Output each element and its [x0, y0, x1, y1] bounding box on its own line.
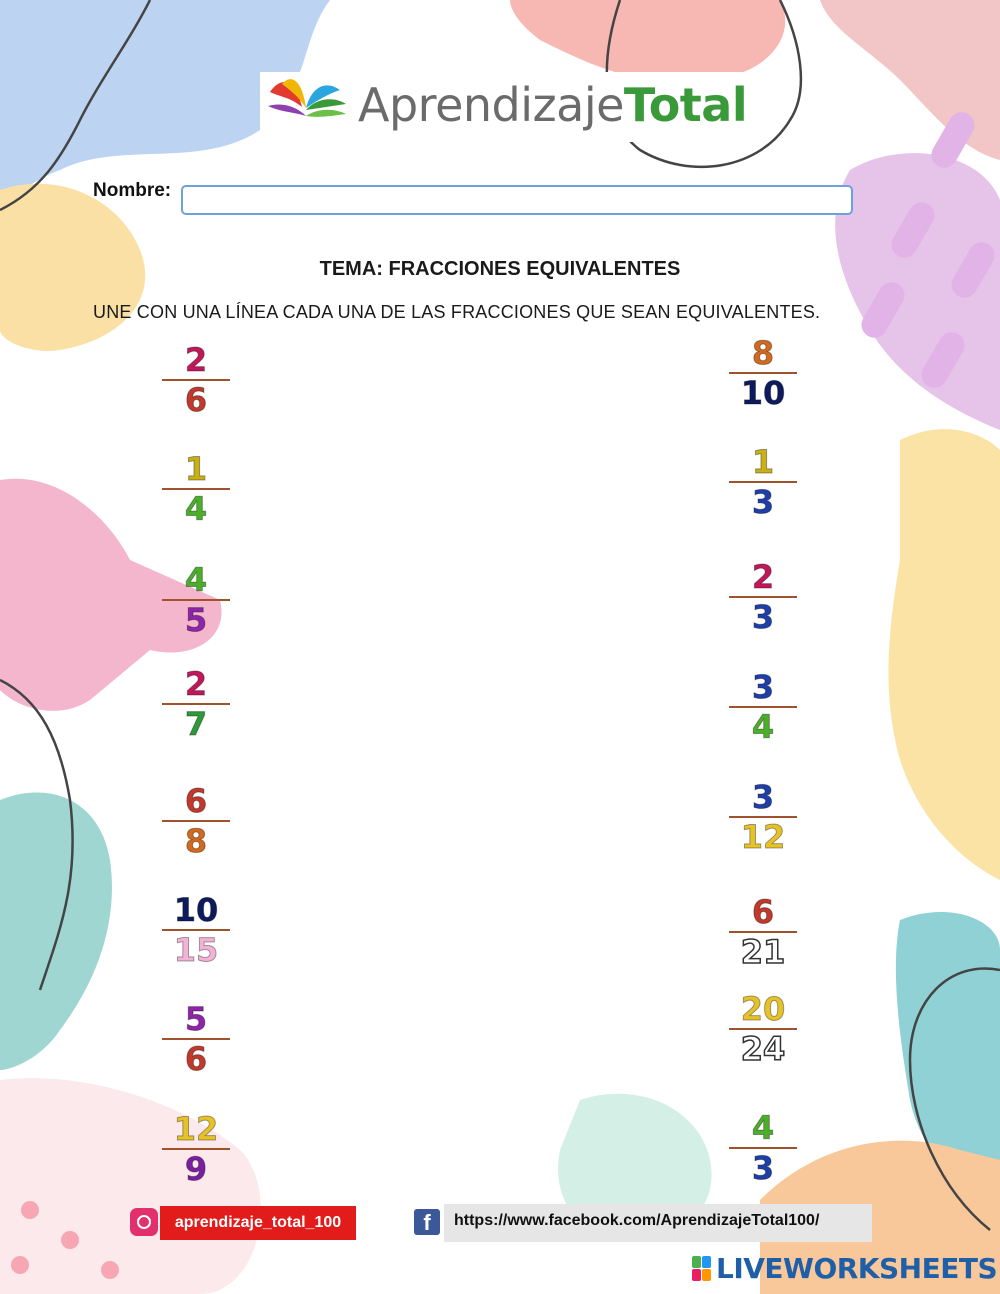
- denominator: 3: [751, 483, 775, 521]
- denominator: 24: [740, 1030, 786, 1068]
- topic-heading: TEMA: FRACCIONES EQUIVALENTES: [319, 258, 681, 280]
- numerator: 4: [184, 561, 208, 599]
- aprendizaje-total-logo: [260, 72, 764, 142]
- fraction-left-4[interactable]: [156, 667, 236, 741]
- name-input[interactable]: [181, 185, 853, 215]
- denominator: 4: [184, 490, 208, 528]
- instagram-icon: [130, 1208, 158, 1236]
- fraction-left-5[interactable]: [156, 784, 236, 858]
- denominator: 6: [184, 1040, 208, 1078]
- logo-text-light: Aprendizaje: [358, 78, 624, 132]
- denominator: 21: [740, 933, 786, 971]
- numerator: 4: [751, 1109, 775, 1147]
- numerator: 3: [751, 668, 775, 706]
- numerator: 2: [751, 558, 775, 596]
- facebook-badge[interactable]: [414, 1204, 872, 1242]
- facebook-icon: f: [414, 1209, 440, 1235]
- fraction-right-4[interactable]: [723, 670, 803, 744]
- numerator: 6: [184, 782, 208, 820]
- logo-text-bold: Total: [623, 78, 748, 132]
- logo-wordmark: [358, 78, 747, 132]
- denominator: 8: [184, 822, 208, 860]
- fraction-right-8[interactable]: [723, 1111, 803, 1185]
- denominator: 15: [173, 931, 219, 969]
- instagram-badge[interactable]: [130, 1206, 356, 1240]
- denominator: 4: [751, 708, 775, 746]
- numerator: 12: [173, 1110, 219, 1148]
- denominator: 3: [751, 1149, 775, 1187]
- facebook-link[interactable]: https://www.facebook.com/AprendizajeTotal100/: [444, 1204, 872, 1242]
- fraction-right-2[interactable]: [723, 445, 803, 519]
- numerator: 2: [184, 665, 208, 703]
- fraction-left-2[interactable]: [156, 452, 236, 526]
- fraction-right-1[interactable]: [723, 336, 803, 410]
- fraction-left-1[interactable]: [156, 343, 236, 417]
- fraction-left-3[interactable]: [156, 563, 236, 637]
- numerator: 3: [751, 778, 775, 816]
- instagram-handle[interactable]: aprendizaje_total_100: [160, 1206, 356, 1240]
- fraction-left-7[interactable]: [156, 1002, 236, 1076]
- fraction-right-6[interactable]: [723, 895, 803, 969]
- denominator: 9: [184, 1150, 208, 1188]
- numerator: 20: [740, 990, 786, 1028]
- numerator: 8: [751, 334, 775, 372]
- numerator: 2: [184, 341, 208, 379]
- fraction-right-5[interactable]: [723, 780, 803, 854]
- denominator: 5: [184, 601, 208, 639]
- fraction-left-8[interactable]: [156, 1112, 236, 1186]
- liveworksheets-text: LIVEWORKSHEETS: [716, 1252, 998, 1285]
- numerator: 10: [173, 891, 219, 929]
- instruction-text: UNE CON UNA LÍNEA CADA UNA DE LAS FRACCIONES QUE SEAN EQUIVALENTES.: [93, 302, 821, 322]
- denominator: 12: [740, 818, 786, 856]
- book-icon: [260, 72, 350, 142]
- name-label: Nombre:: [93, 180, 172, 201]
- numerator: 1: [184, 450, 208, 488]
- denominator: 7: [184, 705, 208, 743]
- numerator: 5: [184, 1000, 208, 1038]
- denominator: 6: [184, 381, 208, 419]
- denominator: 10: [740, 374, 786, 412]
- fraction-right-3[interactable]: [723, 560, 803, 634]
- fraction-right-7[interactable]: [723, 992, 803, 1066]
- denominator: 3: [751, 598, 775, 636]
- liveworksheets-icon: [692, 1256, 712, 1282]
- fraction-left-6[interactable]: [156, 893, 236, 967]
- numerator: 1: [751, 443, 775, 481]
- numerator: 6: [751, 893, 775, 931]
